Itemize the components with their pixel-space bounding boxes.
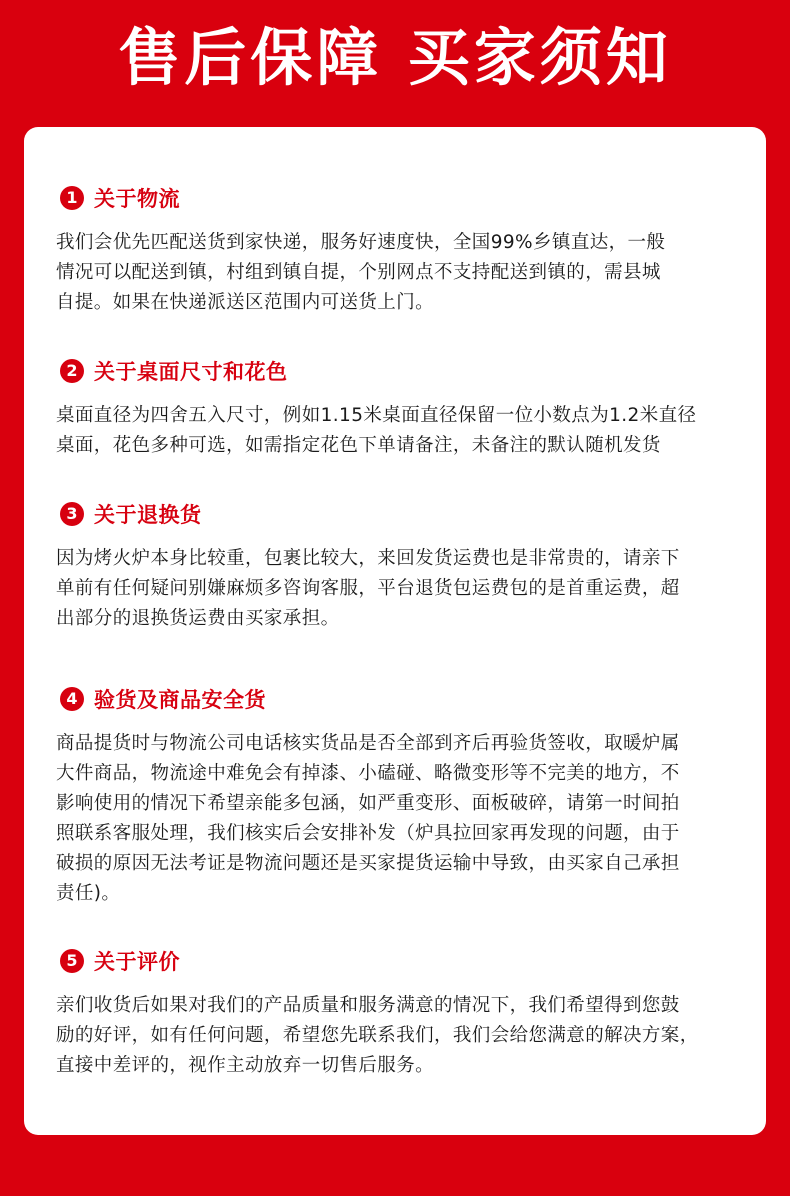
- body-line: 桌面直径为四舍五入尺寸，例如1.15米桌面直径保留一位小数点为1.2米直径: [56, 405, 697, 426]
- section-body: [56, 228, 746, 318]
- section-body: [56, 729, 746, 909]
- number-2-icon: 2: [60, 359, 84, 383]
- body-line: 直接中差评的，视作主动放弃一切售后服务。: [56, 1055, 435, 1076]
- section-heading: [60, 945, 180, 977]
- body-line: 我们会优先匹配送货到家快递，服务好速度快，全国99%乡镇直达，一般: [56, 232, 666, 253]
- body-line: 单前有任何疑问别嫌麻烦多咨询客服，平台退货包运费包的是首重运费，超: [56, 578, 680, 599]
- body-line: 破损的原因无法考证是物流问题还是买家提货运输中导致，由买家自己承担: [56, 853, 680, 874]
- section-heading: [60, 182, 180, 214]
- section-title: 关于物流: [94, 187, 180, 211]
- section-title: 关于退换货: [94, 503, 202, 527]
- number-4-icon: 4: [60, 687, 84, 711]
- body-line: 责任)。: [56, 883, 121, 904]
- section-title: 验货及商品安全货: [94, 688, 266, 712]
- body-line: 自提。如果在快递派送区范围内可送货上门。: [56, 292, 435, 313]
- section-heading: [60, 498, 202, 530]
- body-line: 影响使用的情况下希望亲能多包涵，如严重变形、面板破碎，请第一时间拍: [56, 793, 680, 814]
- section-title: 关于评价: [94, 950, 180, 974]
- body-line: 大件商品，物流途中难免会有掉漆、小磕碰、略微变形等不完美的地方，不: [56, 763, 680, 784]
- body-line: 桌面，花色多种可选，如需指定花色下单请备注，未备注的默认随机发货: [56, 435, 661, 456]
- body-line: 励的好评，如有任何问题，希望您先联系我们，我们会给您满意的解决方案，: [56, 1025, 699, 1046]
- section-body: [56, 991, 746, 1081]
- body-line: 商品提货时与物流公司电话核实货品是否全部到齐后再验货签收，取暖炉属: [56, 733, 680, 754]
- section-heading: [60, 683, 266, 715]
- body-line: 情况可以配送到镇，村组到镇自提，个别网点不支持配送到镇的，需县城: [56, 262, 661, 283]
- number-5-icon: 5: [60, 949, 84, 973]
- section-heading: [60, 355, 288, 387]
- body-line: 出部分的退换货运费由买家承担。: [56, 608, 340, 629]
- number-1-icon: 1: [60, 186, 84, 210]
- section-body: [56, 401, 746, 461]
- body-line: 照联系客服处理，我们核实后会安排补发（炉具拉回家再发现的问题，由于: [56, 823, 680, 844]
- notice-card: [24, 127, 766, 1135]
- body-line: 因为烤火炉本身比较重，包裹比较大，来回发货运费也是非常贵的，请亲下: [56, 548, 680, 569]
- number-3-icon: 3: [60, 502, 84, 526]
- body-line: 亲们收货后如果对我们的产品质量和服务满意的情况下，我们希望得到您鼓: [56, 995, 680, 1016]
- section-title: 关于桌面尺寸和花色: [94, 360, 288, 384]
- page-title: 售后保障 买家须知: [118, 21, 672, 94]
- section-body: [56, 544, 746, 634]
